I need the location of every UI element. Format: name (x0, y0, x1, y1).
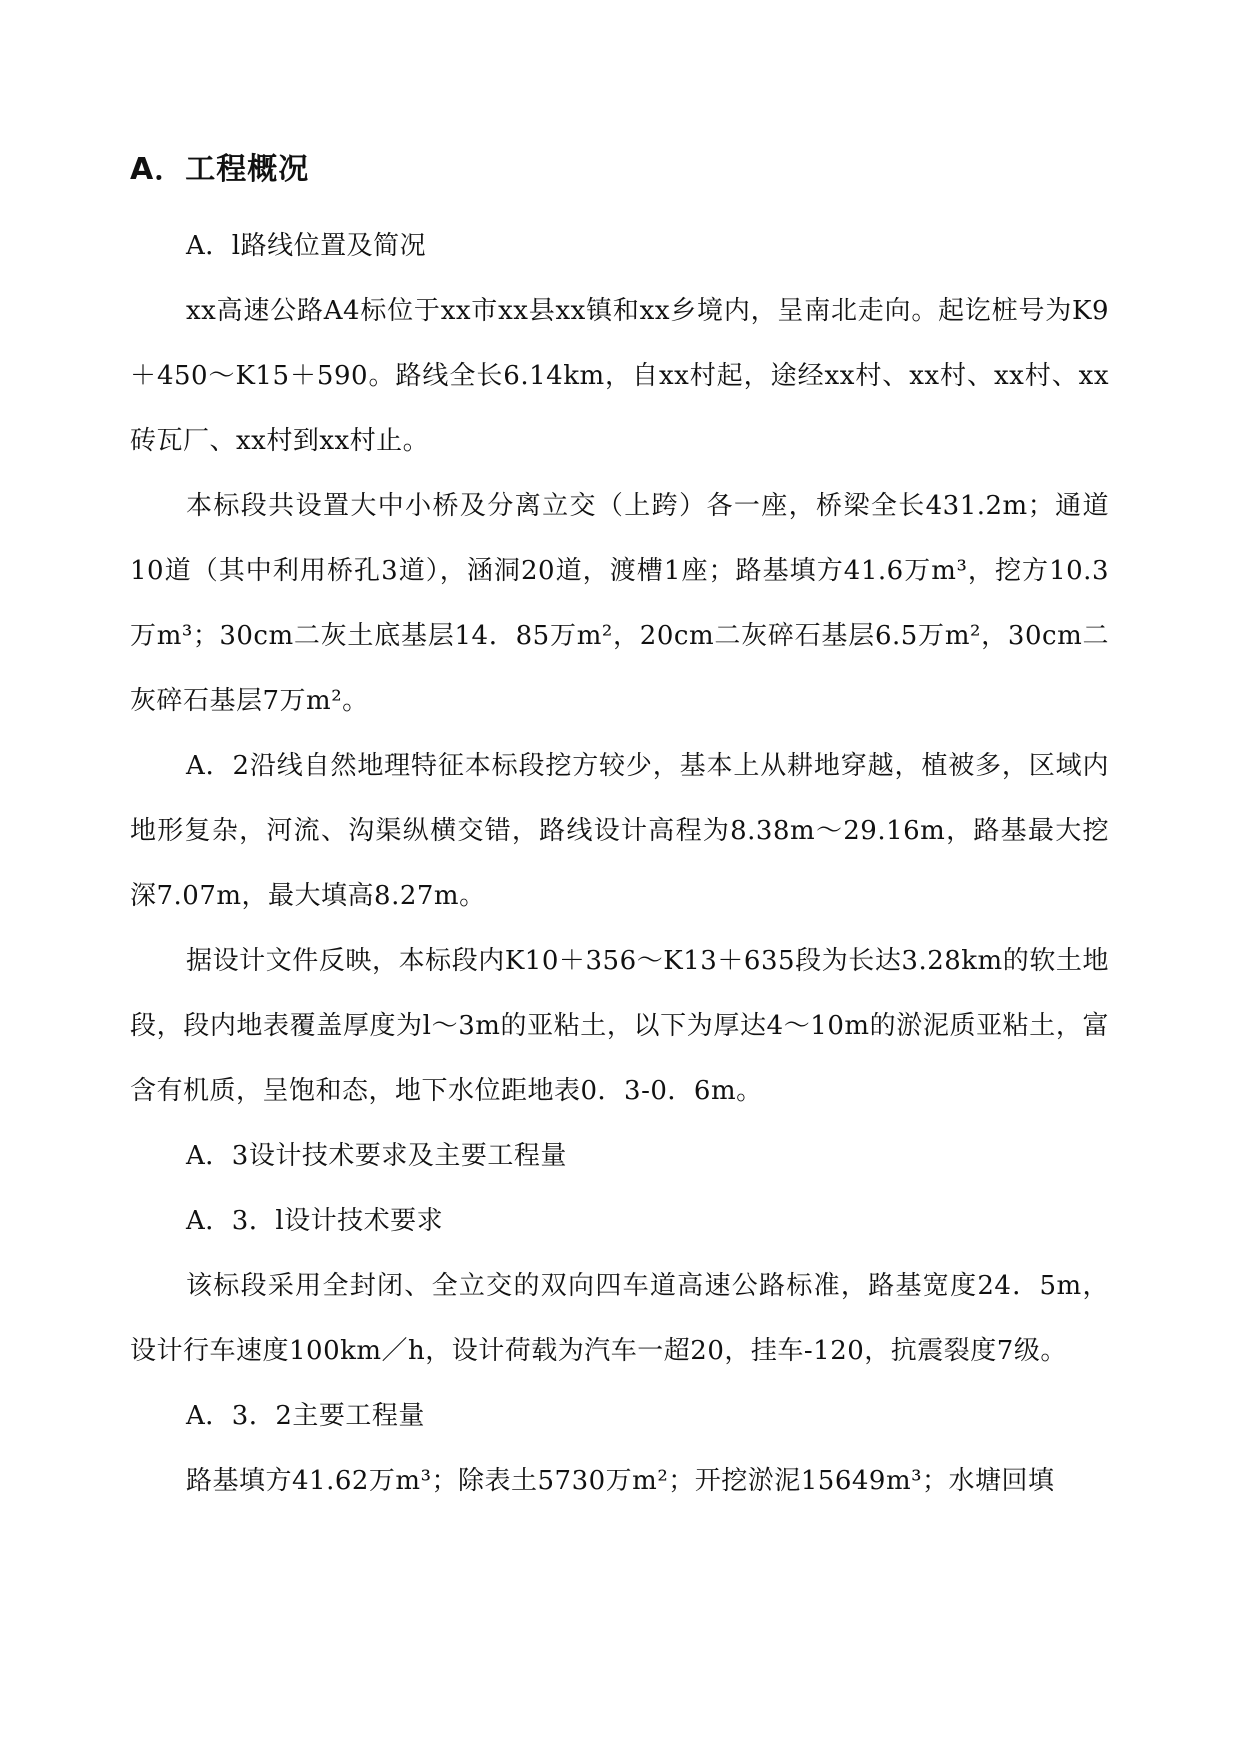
subsection-title-a3: A．3设计技术要求及主要工程量 (186, 1141, 567, 1171)
paragraph-structures-quantities: 本标段共设置大中小桥及分离立交（上跨）各一座，桥梁全长431.2m；通道10道（其中利用桥孔3道），涵洞20道，渡槽1座；路基填方41.6万m³，挖方10.3万m³；30cm二灰土底基层14．85万m²，20cm二灰碎石基层6.5万m²，30cm二灰碎石基层7万m²。 (130, 491, 1109, 716)
subsection-title-a31: A．3．l设计技术要求 (186, 1206, 444, 1236)
section-heading: A．工程概况 (130, 152, 310, 187)
subsection-title-a32: A．3．2主要工程量 (186, 1401, 425, 1431)
paragraph-main-quantities: 路基填方41.62万m³；除表土5730万m²；开挖淤泥15649m³；水塘回填 (186, 1466, 1055, 1496)
paragraph-design-standard: 该标段采用全封闭、全立交的双向四车道高速公路标准，路基宽度24．5m，设计行车速度100km／h，设计荷载为汽车一超20，挂车-120，抗震裂度7级。 (130, 1271, 1109, 1366)
paragraph-soft-soil: 据设计文件反映，本标段内K10＋356～K13＋635段为长达3.28km的软土地段，段内地表覆盖厚度为l～3m的亚粘土，以下为厚达4～10m的淤泥质亚粘土，富含有机质，呈饱和态，地下水位距地表0．3-0．6m。 (130, 946, 1109, 1106)
paragraph-natural-features: A．2沿线自然地理特征本标段挖方较少，基本上从耕地穿越，植被多，区域内地形复杂，河流、沟渠纵横交错，路线设计高程为8.38m～29.16m，路基最大挖深7.07m，最大填高8.27m。 (130, 751, 1109, 911)
subsection-title-a1: A．l路线位置及简况 (186, 231, 427, 261)
paragraph-route-location: xx高速公路A4标位于xx市xx县xx镇和xx乡境内，呈南北走向。起讫桩号为K9＋450～K15＋590。路线全长6.14km，自xx村起，途经xx村、xx村、xx村、xx砖瓦厂、xx村到xx村止。 (130, 296, 1109, 456)
